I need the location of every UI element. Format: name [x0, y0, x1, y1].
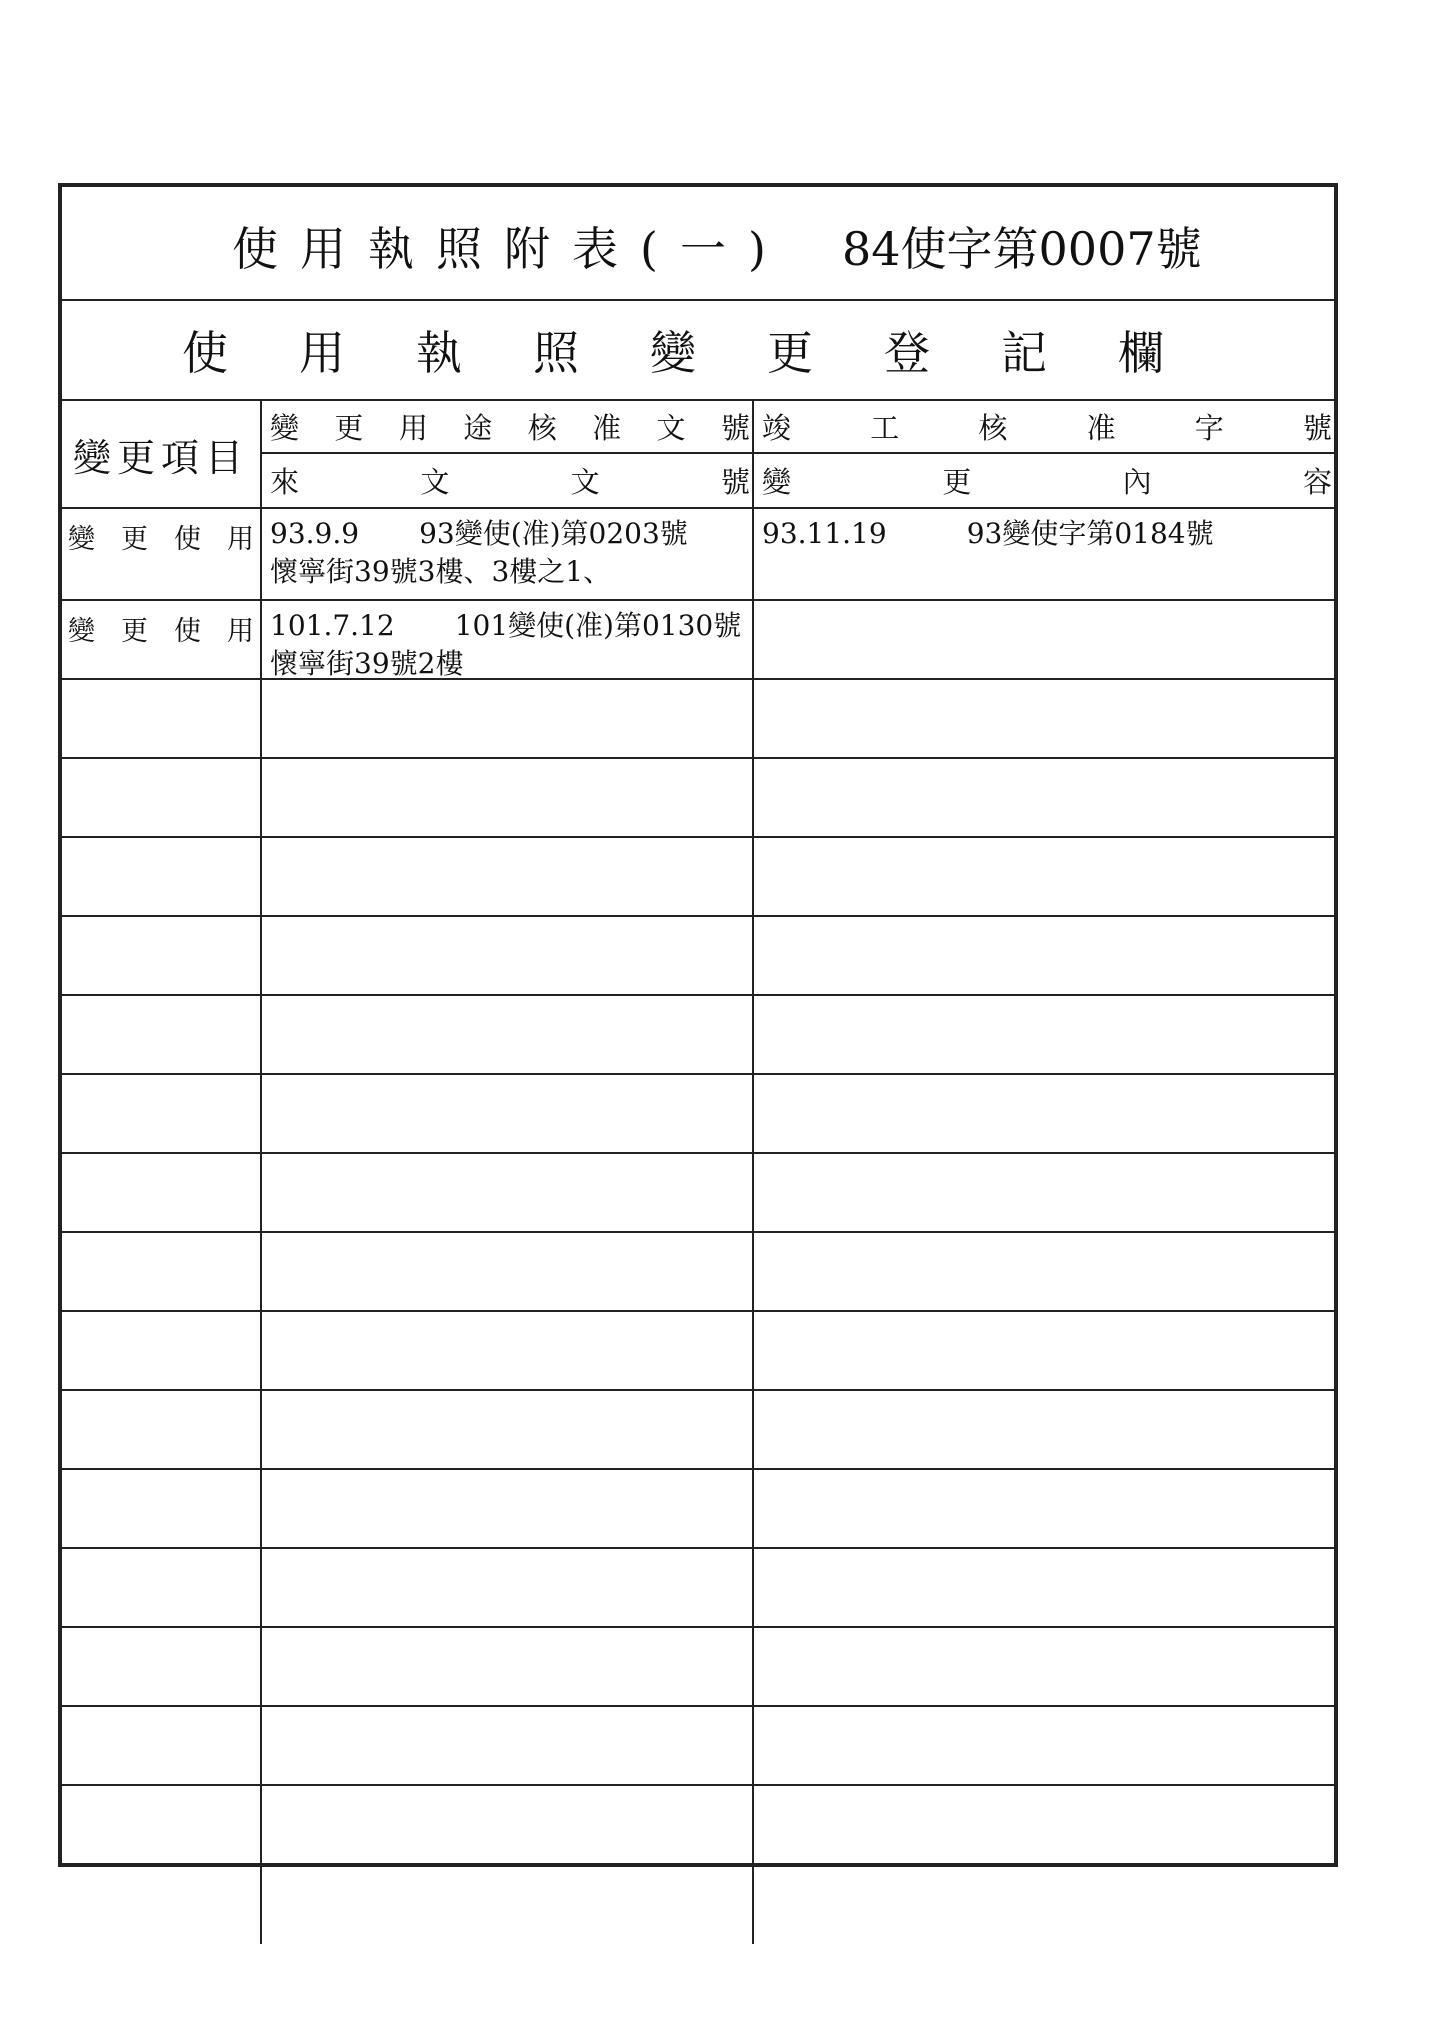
empty-row	[62, 1470, 1334, 1549]
completion-cell	[754, 759, 1334, 836]
change-item-cell	[62, 1470, 262, 1547]
approval-cell	[262, 1549, 754, 1626]
completion-cell	[754, 1470, 1334, 1547]
approval-date: 93.9.9	[270, 517, 360, 550]
banner-char: 登	[884, 326, 930, 380]
change-item-cell	[62, 1549, 262, 1626]
change-item-cell	[62, 1154, 262, 1231]
approval-cell	[262, 601, 754, 678]
approval-cell	[262, 509, 754, 599]
banner-char: 使	[182, 326, 228, 380]
empty-row	[62, 1865, 1334, 1944]
change-item-cell: 變 更 使 用	[62, 509, 262, 599]
completion-cell	[754, 601, 1334, 678]
change-item-cell	[62, 1707, 262, 1784]
table-header	[62, 401, 1334, 509]
title-row	[62, 187, 1334, 301]
change-item-cell	[62, 680, 262, 757]
completion-cell	[754, 1786, 1334, 1863]
empty-row	[62, 1391, 1334, 1470]
empty-row	[62, 838, 1334, 917]
approval-cell	[262, 1233, 754, 1310]
approval-cell	[262, 1707, 754, 1784]
empty-row	[62, 680, 1334, 759]
banner-char: 執	[416, 326, 462, 380]
empty-row	[62, 1233, 1334, 1312]
change-item-cell: 變 更 使 用	[62, 601, 262, 678]
address: 懷寧街39號2樓	[270, 647, 464, 680]
completion-cell	[754, 1549, 1334, 1626]
approval-cell	[262, 1628, 754, 1705]
change-item-cell	[62, 996, 262, 1073]
empty-row	[62, 996, 1334, 1075]
banner-char: 用	[299, 326, 345, 380]
change-item-cell	[62, 1312, 262, 1389]
approval-cell	[262, 917, 754, 994]
approval-cell	[262, 1865, 754, 1944]
change-item-cell	[62, 1075, 262, 1152]
section-banner	[62, 301, 1334, 401]
completion-cell	[754, 1154, 1334, 1231]
approval-cell	[262, 1470, 754, 1547]
approval-cell	[262, 838, 754, 915]
change-item-cell	[62, 838, 262, 915]
banner-char: 變	[650, 326, 696, 380]
empty-row	[62, 1154, 1334, 1233]
approval-doc-number: 101變使(准)第0130號	[454, 609, 742, 642]
register-form	[58, 183, 1338, 1867]
banner-char: 照	[533, 326, 579, 380]
header-incoming-doc: 來 文 文 號	[262, 454, 754, 507]
header-approval-doc: 變 更 用 途 核 准 文 號	[262, 401, 754, 454]
banner-char: 欄	[1118, 326, 1164, 380]
empty-row	[62, 1549, 1334, 1628]
completion-cell	[754, 996, 1334, 1073]
completion-date: 93.11.19	[762, 517, 887, 550]
header-change-content: 變 更 內 容	[762, 465, 1332, 499]
completion-doc-number: 93變使字第0184號	[966, 517, 1214, 550]
approval-date: 101.7.12	[270, 609, 395, 642]
table-body	[62, 509, 1334, 1944]
completion-cell	[754, 1865, 1334, 1944]
change-item-cell	[62, 1865, 262, 1944]
empty-row	[62, 1075, 1334, 1154]
header-completion-doc: 竣 工 核 准 字 號	[754, 401, 1334, 454]
empty-row	[62, 1628, 1334, 1707]
completion-cell	[754, 509, 1334, 599]
empty-row	[62, 1786, 1334, 1865]
empty-row	[62, 1312, 1334, 1391]
header-change-item: 變更項目	[62, 401, 262, 507]
completion-cell	[754, 680, 1334, 757]
empty-row	[62, 759, 1334, 838]
empty-row	[62, 917, 1334, 996]
change-item-cell	[62, 917, 262, 994]
form-title: 使用執照附表(一)	[232, 222, 788, 276]
completion-cell	[754, 1233, 1334, 1310]
completion-cell	[754, 1391, 1334, 1468]
table-row	[62, 509, 1334, 601]
approval-cell	[262, 1786, 754, 1863]
approval-cell	[262, 1075, 754, 1152]
change-item-cell	[62, 1391, 262, 1468]
change-item-cell	[62, 1628, 262, 1705]
address: 懷寧街39號3樓、3樓之1、	[270, 555, 612, 588]
completion-cell	[754, 838, 1334, 915]
license-number: 84使字第0007號	[842, 222, 1202, 276]
empty-row	[62, 1707, 1334, 1786]
completion-cell	[754, 1628, 1334, 1705]
completion-cell	[754, 917, 1334, 994]
completion-cell	[754, 1075, 1334, 1152]
approval-cell	[262, 1154, 754, 1231]
approval-cell	[262, 680, 754, 757]
completion-cell	[754, 1312, 1334, 1389]
change-item-cell	[62, 759, 262, 836]
change-item-cell	[62, 1786, 262, 1863]
change-item-cell	[62, 1233, 262, 1310]
approval-cell	[262, 1391, 754, 1468]
approval-doc-number: 93變使(准)第0203號	[419, 517, 688, 550]
banner-char: 記	[1001, 326, 1047, 380]
approval-cell	[262, 759, 754, 836]
approval-cell	[262, 1312, 754, 1389]
completion-cell	[754, 1707, 1334, 1784]
approval-cell	[262, 996, 754, 1073]
table-row	[62, 601, 1334, 680]
banner-char: 更	[767, 326, 813, 380]
